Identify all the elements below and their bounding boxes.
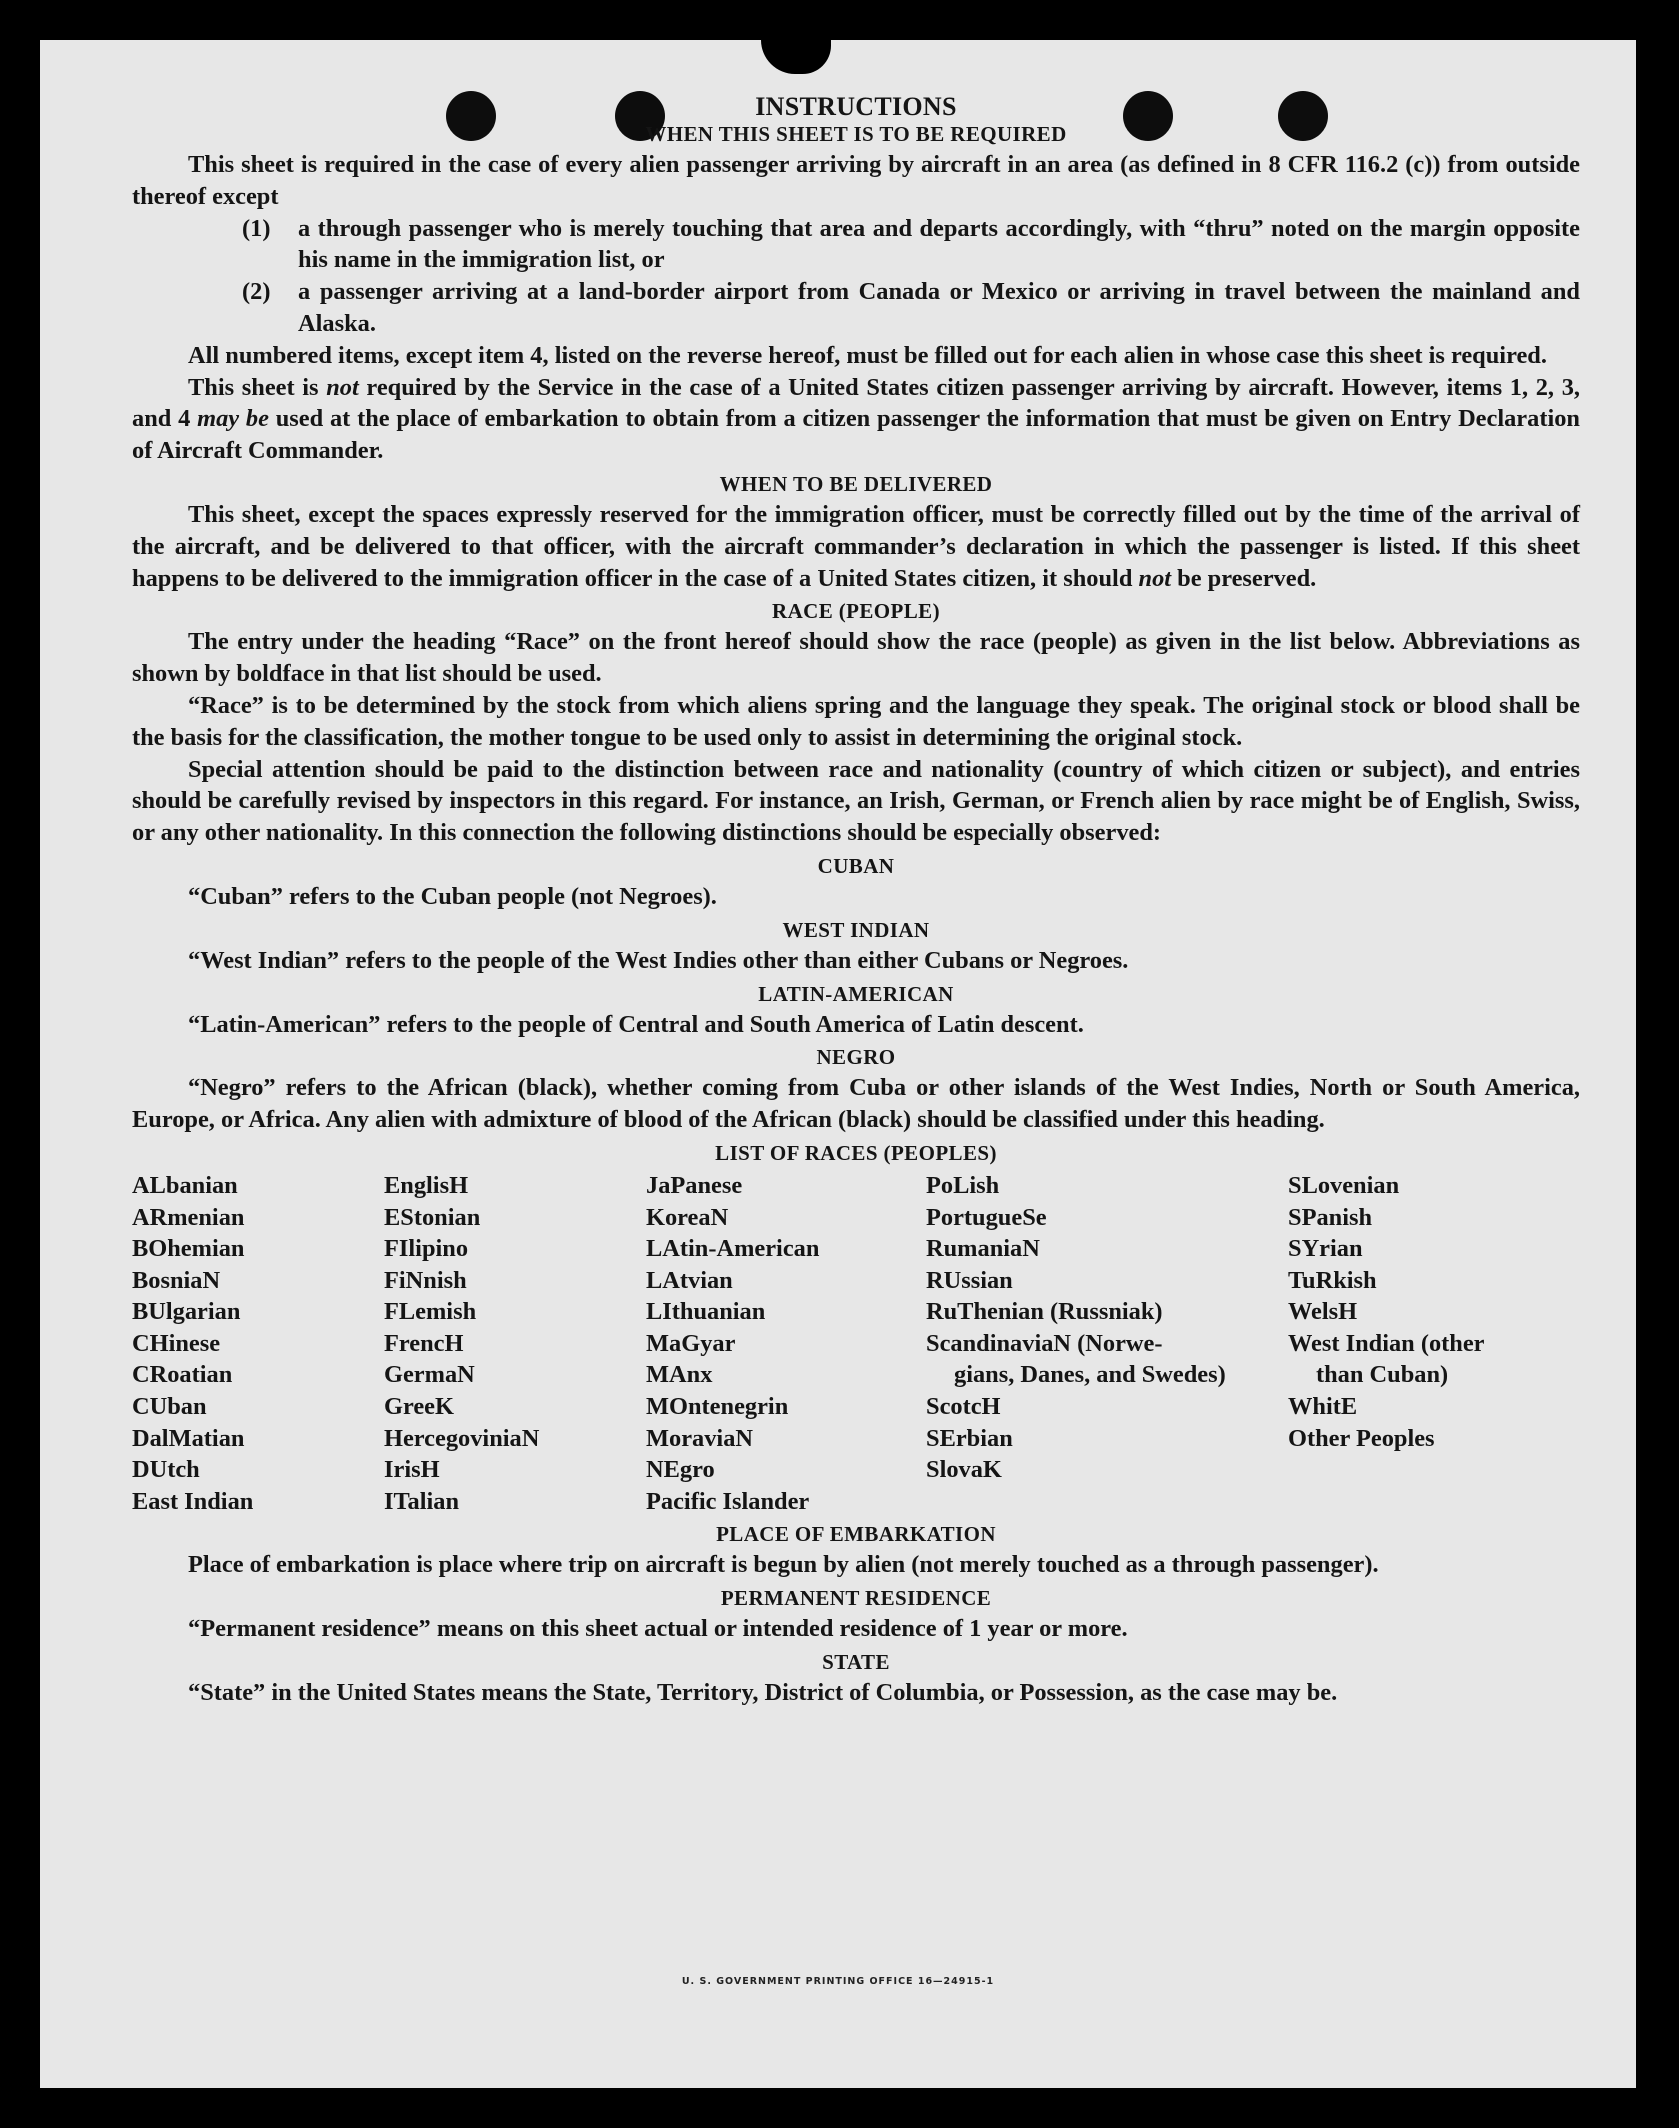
race-entry: MAnx [646, 1361, 713, 1389]
race-entry: DUtch [132, 1456, 200, 1484]
race-entry: CHinese [132, 1329, 221, 1357]
paragraph: All numbered items, except item 4, listed on the reverse hereof, must be filled out for each alien in whose case this sheet is required. [188, 341, 1547, 369]
heading-west-indian: WEST INDIAN [782, 917, 930, 942]
race-entry: TuRkish [1288, 1266, 1377, 1294]
heading-list-of-races: LIST OF RACES (PEOPLES) [715, 1140, 997, 1165]
race-entry: East Indian [132, 1487, 254, 1515]
race-entry: CRoatian [132, 1361, 233, 1389]
race-entry: LAtin-American [646, 1235, 820, 1263]
race-entry: PortugueSe [926, 1203, 1047, 1231]
race-entry: RumaniaN [926, 1235, 1040, 1263]
heading-cuban: CUBAN [817, 853, 895, 878]
race-entry: FIlipino [384, 1235, 469, 1263]
race-entry: SYrian [1288, 1235, 1363, 1263]
race-entry: RuThenian (Russniak) [926, 1298, 1163, 1326]
race-entry: FrencH [384, 1329, 464, 1357]
race-entry: JaPanese [646, 1171, 743, 1199]
paragraph: This sheet is required in the case of every alien passenger arriving by aircraft in an area (as defined in 8 CFR 116.2 (c)) from outside thereof except [132, 151, 1580, 210]
exception-item: (2) a passenger arriving at a land-border airport from Canada or Mexico or arriving in travel between the mainland and Alaska. [242, 278, 1580, 337]
paper-tear [761, 40, 831, 74]
heading-when-delivered: WHEN TO BE DELIVERED [719, 471, 993, 496]
races-column [1288, 1170, 1580, 1518]
race-entry: BUlgarian [132, 1298, 241, 1326]
paragraph: “Permanent residence” means on this sheet actual or intended residence of 1 year or more. [188, 1615, 1128, 1643]
heading-race: RACE (PEOPLE) [772, 599, 940, 624]
race-entry: EStonian [384, 1203, 481, 1231]
heading-when-required: WHEN THIS SHEET IS TO BE REQUIRED [645, 122, 1067, 146]
paragraph: Place of embarkation is place where trip on aircraft is begun by alien (not merely touched as a through passenger). [188, 1551, 1379, 1579]
race-entry: ITalian [384, 1487, 460, 1515]
paragraph: The entry under the heading “Race” on the front hereof should show the race (people) as given in the list below. Abbreviations as shown by boldface in that list should be used. [132, 628, 1580, 688]
exception-item: (1) a through passenger who is merely touching that area and departs accordingly, with “thru” noted on the margin opposite his name in the immigration list, or [242, 214, 1580, 274]
race-entry: SErbian [926, 1424, 1013, 1452]
race-entry: DalMatian [132, 1424, 245, 1452]
race-entry: EnglisH [384, 1171, 469, 1199]
race-entry: LIthuanian [646, 1298, 766, 1326]
race-entry: MoraviaN [646, 1424, 754, 1452]
race-entry: IrisH [384, 1456, 440, 1484]
heading-negro: NEGRO [816, 1045, 896, 1070]
page-title: INSTRUCTIONS [755, 92, 957, 121]
heading-place-of-embarkation: PLACE OF EMBARKATION [716, 1522, 996, 1547]
race-entry: WelsH [1288, 1298, 1358, 1326]
race-entry: BosniaN [132, 1266, 221, 1294]
races-column [646, 1170, 926, 1518]
race-entry: BOhemian [132, 1235, 245, 1263]
races-list [132, 1170, 1580, 1518]
paragraph: “Latin-American” refers to the people of Central and South America of Latin descent. [188, 1010, 1084, 1038]
race-entry: CUban [132, 1393, 207, 1421]
race-entry: West Indian (other [1288, 1329, 1485, 1357]
race-entry: PoLish [926, 1171, 1000, 1199]
heading-permanent-residence: PERMANENT RESIDENCE [720, 1586, 992, 1611]
race-entry: FLemish [384, 1298, 477, 1326]
race-entry: ScotcH [926, 1393, 1001, 1421]
race-entry: Other Peoples [1288, 1424, 1435, 1452]
race-entry: ScandinaviaN (Norwe- [926, 1329, 1163, 1357]
race-entry: NEgro [646, 1456, 715, 1484]
race-entry: GreeK [384, 1393, 454, 1421]
race-entry: FiNnish [384, 1266, 467, 1294]
race-entry: MOntenegrin [646, 1393, 789, 1421]
paragraph: This sheet is not required by the Service in the case of a United States citizen passenger arriving by aircraft. However, items 1, 2, 3, and 4 may be used at the place of embarkation to obtain from a citizen passenger the information that must be given on Entry Declaration of Aircraft Commander. [132, 373, 1580, 465]
paragraph: This sheet, except the spaces expressly reserved for the immigration officer, must be correctly filled out by the time of the arrival of the aircraft, and be delivered to that officer, with the aircraft commander’s declaration in which the passenger is listed. If this sheet happens to be delivered to the immigration officer in the case of a United States citizen, it should not be preserved. [132, 500, 1580, 592]
paragraph: “Race” is to be determined by the stock from which aliens spring and the language they speak. The original stock or blood shall be the basis for the classification, the mother tongue to be used only to assist in determining the original stock. [132, 691, 1580, 751]
heading-latin-american: LATIN-AMERICAN [758, 981, 954, 1006]
race-entry: ARmenian [132, 1203, 245, 1231]
printer-imprint: U. S. GOVERNMENT PRINTING OFFICE 16—24915-1 [681, 1976, 995, 1987]
instruction-sheet [40, 40, 1636, 2088]
race-entry: SLovenian [1288, 1171, 1400, 1199]
race-entry: LAtvian [646, 1266, 733, 1294]
race-entry-continued: gians, Danes, and Swedes) [954, 1361, 1226, 1389]
heading-state: STATE [822, 1650, 890, 1675]
race-entry: Pacific Islander [646, 1487, 810, 1515]
races-column [132, 1170, 384, 1518]
paragraph: “State” in the United States means the State, Territory, District of Columbia, or Possession, as the case may be. [188, 1679, 1338, 1707]
race-entry: SPanish [1288, 1203, 1373, 1231]
paragraph: “Negro” refers to the African (black), whether coming from Cuba or other islands of the West Indies, North or South America, Europe, or Africa. Any alien with admixture of blood of the African (black) should be classified under this heading. [132, 1074, 1580, 1134]
race-entry: RUssian [926, 1266, 1013, 1294]
race-entry: SlovaK [926, 1456, 1002, 1484]
race-entry: MaGyar [646, 1329, 736, 1357]
races-column [384, 1170, 646, 1518]
paragraph: “West Indian” refers to the people of the West Indies other than either Cubans or Negroes. [188, 946, 1129, 974]
races-column [926, 1170, 1288, 1518]
race-entry: KoreaN [646, 1203, 729, 1231]
paragraph: “Cuban” refers to the Cuban people (not Negroes). [188, 882, 717, 910]
race-entry: ALbanian [132, 1171, 238, 1199]
sheet-content [132, 90, 1580, 1709]
paragraph: Special attention should be paid to the distinction between race and nationality (country of which citizen or subject), and entries should be carefully revised by inspectors in this regard. For instance, an Irish, German, or French alien by race might be of English, Swiss, or any other nationality. In this connection the following distinctions should be especially observed: [132, 755, 1580, 847]
race-entry: GermaN [384, 1361, 475, 1389]
race-entry: WhitE [1288, 1393, 1358, 1421]
race-entry-continued: than Cuban) [1316, 1361, 1449, 1389]
race-entry: HercegoviniaN [384, 1424, 540, 1452]
